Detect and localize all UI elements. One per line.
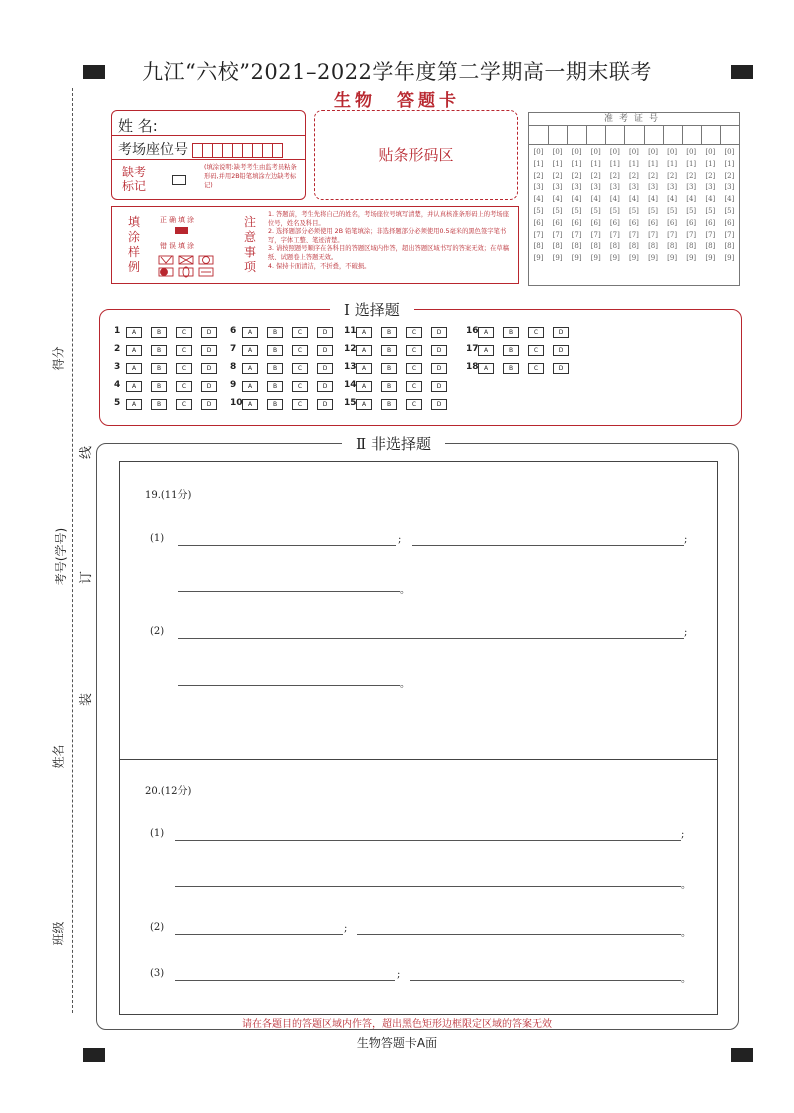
wrong-fill-label: 错误填涂: [160, 242, 196, 250]
ticket-digit-bubble[interactable]: [7]: [571, 230, 582, 239]
ticket-digit-bubble[interactable]: [3]: [533, 183, 544, 192]
ticket-digit-bubble[interactable]: [8]: [571, 242, 582, 251]
mc-option-bubble-d[interactable]: D: [431, 381, 447, 392]
ticket-digit-bubble[interactable]: [5]: [552, 206, 563, 215]
mc-option-bubble-c[interactable]: C: [176, 327, 192, 338]
seat-number-field[interactable]: [192, 142, 282, 158]
ticket-digit-bubble[interactable]: [8]: [724, 242, 735, 251]
mc-option-bubble-b[interactable]: B: [151, 363, 167, 374]
mc-option-bubble-c[interactable]: C: [292, 363, 308, 374]
q19-part2-period: 。: [400, 679, 410, 690]
ticket-digit-bubble[interactable]: [9]: [571, 254, 582, 263]
ticket-digit-bubble[interactable]: [3]: [628, 183, 639, 192]
ticket-digit-bubble[interactable]: [6]: [705, 218, 716, 227]
mc-option-bubble-b[interactable]: B: [503, 363, 519, 374]
mc-option-bubble-d[interactable]: D: [317, 363, 333, 374]
q20-part2-answer-line-a[interactable]: [175, 934, 343, 935]
ticket-digit-bubble[interactable]: [4]: [552, 195, 563, 204]
q20-part3-answer-line-b[interactable]: [410, 980, 681, 981]
q19-part2-answer-line-b[interactable]: [178, 685, 400, 686]
ticket-digit-bubble[interactable]: [0]: [705, 148, 716, 156]
mc-question-number: 10: [230, 398, 243, 408]
mc-option-bubble-c[interactable]: C: [528, 345, 544, 356]
ticket-digit-bubble[interactable]: [8]: [667, 242, 678, 251]
open-section-header: Ⅱ 非选择题: [342, 433, 445, 454]
ticket-cell-divider: [720, 126, 721, 144]
wrong-fill-samples: [158, 254, 216, 282]
mc-option-bubble-b[interactable]: B: [381, 345, 397, 356]
mc-question-number: 5: [114, 398, 121, 408]
mc-question-number: 14: [344, 380, 357, 390]
correct-fill-sample: [175, 227, 188, 234]
ticket-header: 准考证号: [529, 113, 739, 126]
mc-option-bubble-d[interactable]: D: [317, 381, 333, 392]
ticket-cell-divider: [605, 126, 606, 144]
ticket-digit-bubble[interactable]: [7]: [667, 230, 678, 239]
mc-option-bubble-c[interactable]: C: [406, 381, 422, 392]
q20-part1-semicolon: ;: [681, 829, 685, 840]
mc-option-bubble-a[interactable]: A: [356, 363, 372, 374]
ticket-digit-bubble[interactable]: [9]: [686, 254, 697, 263]
q20-part2-semicolon: ;: [344, 923, 348, 934]
q20-part1-answer-line-a[interactable]: [175, 840, 681, 841]
ticket-input-cells[interactable]: [529, 126, 739, 145]
q19-part2-label: (2): [150, 626, 165, 637]
mc-option-bubble-b[interactable]: B: [381, 363, 397, 374]
q20-part3-answer-line-a[interactable]: [175, 980, 395, 981]
name-label: 姓 名:: [118, 117, 158, 135]
mc-option-bubble-a[interactable]: A: [478, 327, 494, 338]
ticket-digit-bubble[interactable]: [8]: [609, 242, 620, 251]
ticket-digit-bubble[interactable]: [5]: [609, 206, 620, 215]
mc-option-bubble-b[interactable]: B: [151, 327, 167, 338]
ticket-digit-bubble[interactable]: [3]: [686, 183, 697, 192]
mc-option-bubble-a[interactable]: A: [478, 345, 494, 356]
ticket-digit-bubble[interactable]: [6]: [533, 218, 544, 227]
page-subtitle: 生物 答题卡: [334, 91, 460, 111]
mc-option-bubble-c[interactable]: C: [292, 327, 308, 338]
q20-part1-label: (1): [150, 828, 165, 839]
mc-option-bubble-b[interactable]: B: [151, 345, 167, 356]
ticket-digit-bubble[interactable]: [8]: [648, 242, 658, 251]
side-exam-no-label: 考号(学号): [54, 527, 69, 586]
seat-label: 考场座位号: [118, 142, 188, 158]
mc-option-bubble-b[interactable]: B: [381, 327, 397, 338]
ticket-number-grid[interactable]: [528, 112, 740, 286]
fill-example-char-2: 涂: [128, 230, 142, 244]
ticket-digit-column[interactable]: [530, 147, 547, 265]
mc-question-number: 9: [230, 380, 237, 390]
ticket-digit-bubble[interactable]: [5]: [686, 206, 697, 215]
mc-option-bubble-b[interactable]: B: [151, 381, 167, 392]
mc-option-bubble-a[interactable]: A: [242, 381, 258, 392]
q19-part1-label: (1): [150, 533, 165, 544]
mc-option-bubble-b[interactable]: B: [503, 345, 519, 356]
mc-option-bubble-a[interactable]: A: [126, 327, 142, 338]
mc-option-bubble-a[interactable]: A: [242, 399, 258, 410]
multiple-choice-section: [99, 301, 742, 426]
ticket-digit-column[interactable]: [625, 147, 642, 265]
page-title: 九江“六校”2021–2022学年度第二学期高一期末联考: [142, 60, 652, 84]
mc-option-bubble-d[interactable]: D: [553, 363, 569, 374]
ticket-digit-bubble[interactable]: [3]: [705, 183, 716, 192]
ticket-digit-bubble[interactable]: [3]: [724, 183, 735, 192]
student-info-box: [111, 110, 306, 200]
fill-example-char-4: 例: [128, 260, 142, 274]
side-score-label: 得分: [51, 346, 66, 371]
mc-option-bubble-a[interactable]: A: [356, 345, 372, 356]
ticket-digit-bubble[interactable]: [2]: [686, 171, 697, 180]
attention-char-3: 事: [244, 245, 258, 259]
ticket-digit-bubble[interactable]: [3]: [552, 183, 563, 192]
ticket-digit-bubble[interactable]: [8]: [590, 242, 601, 251]
ticket-digit-bubble[interactable]: [2]: [705, 171, 716, 180]
absent-label-1: 缺考: [122, 165, 147, 179]
ticket-digit-bubble[interactable]: [9]: [724, 254, 735, 263]
ticket-digit-bubble[interactable]: [4]: [724, 195, 735, 204]
ticket-digit-bubble[interactable]: [4]: [609, 195, 620, 204]
ticket-digit-bubble[interactable]: [5]: [705, 206, 716, 215]
q20-part1-answer-line-b[interactable]: [175, 886, 681, 887]
ticket-digit-bubble[interactable]: [4]: [571, 195, 582, 204]
mc-question-number: 16: [466, 326, 479, 336]
ticket-cell-divider: [663, 126, 664, 144]
ticket-digit-bubble[interactable]: [7]: [590, 230, 601, 239]
q20-part3-label: (3): [150, 968, 165, 979]
mc-question-number: 18: [466, 362, 479, 372]
ticket-digit-bubble[interactable]: [7]: [552, 230, 563, 239]
ticket-digit-bubble[interactable]: [0]: [571, 148, 582, 156]
ticket-digit-bubble[interactable]: [2]: [533, 171, 544, 180]
q19-label: 19.(11分): [145, 490, 192, 501]
ticket-digit-bubble[interactable]: [0]: [533, 148, 544, 156]
mc-option-bubble-a[interactable]: A: [126, 363, 142, 374]
side-line-label: 线: [79, 445, 95, 460]
absent-checkbox[interactable]: [172, 175, 186, 185]
ticket-digit-bubble[interactable]: [4]: [686, 195, 697, 204]
q20-part2-answer-line-b[interactable]: [357, 934, 681, 935]
mc-option-bubble-a[interactable]: A: [242, 345, 258, 356]
ticket-digit-bubble[interactable]: [9]: [609, 254, 620, 263]
name-field[interactable]: [163, 121, 285, 136]
ticket-digit-bubble[interactable]: [6]: [667, 218, 678, 227]
answer-area-warning: 请在各题目的答题区域内作答，超出黑色矩形边框限定区域的答案无效: [242, 1019, 552, 1030]
mc-section-header: Ⅰ 选择题: [330, 299, 414, 320]
ticket-digit-bubble[interactable]: [1]: [686, 159, 697, 168]
mc-option-bubble-b[interactable]: B: [267, 363, 283, 374]
ticket-digit-bubble[interactable]: [1]: [648, 159, 658, 168]
instruction-1: 1. 答题前，考生先将自己的姓名，考场座位号填写清楚，并认真核准条形码上的考场座位号，姓名及科目。: [268, 211, 509, 227]
barcode-area: 贴条形码区: [314, 110, 518, 200]
q20-part3-period: 。: [681, 974, 691, 985]
mc-question-number: 13: [344, 362, 357, 372]
ticket-digit-column[interactable]: [683, 147, 700, 265]
mc-question-number: 7: [230, 344, 237, 354]
ticket-digit-bubble[interactable]: [0]: [552, 148, 563, 156]
mc-option-bubble-b[interactable]: B: [503, 327, 519, 338]
mc-option-bubble-b[interactable]: B: [151, 399, 167, 410]
ticket-digit-bubble[interactable]: [1]: [724, 159, 735, 168]
instruction-list: [268, 211, 512, 271]
mc-option-bubble-d[interactable]: D: [553, 345, 569, 356]
mc-option-bubble-c[interactable]: C: [406, 399, 422, 410]
mc-question-number: 15: [344, 398, 357, 408]
ticket-digit-bubble[interactable]: [6]: [571, 218, 582, 227]
ticket-digit-column[interactable]: [721, 147, 738, 265]
ticket-digit-bubble[interactable]: [5]: [724, 206, 735, 215]
ticket-digit-bubble[interactable]: [1]: [628, 159, 639, 168]
ticket-digit-bubble[interactable]: [4]: [648, 195, 658, 204]
attention-char-4: 项: [244, 260, 258, 274]
mc-option-bubble-c[interactable]: C: [176, 381, 192, 392]
mc-option-bubble-d[interactable]: D: [201, 399, 217, 410]
ticket-digit-bubble[interactable]: [6]: [628, 218, 639, 227]
ticket-digit-bubble[interactable]: [7]: [609, 230, 620, 239]
ticket-digit-bubble[interactable]: [9]: [552, 254, 563, 263]
ticket-digit-bubble[interactable]: [2]: [628, 171, 639, 180]
ticket-digit-bubble[interactable]: [5]: [628, 206, 639, 215]
mc-option-bubble-c[interactable]: C: [176, 399, 192, 410]
ticket-digit-bubble[interactable]: [9]: [667, 254, 678, 263]
attention-char-1: 注: [244, 215, 258, 229]
mc-option-bubble-c[interactable]: C: [292, 399, 308, 410]
side-zhuang-label: 装: [79, 692, 95, 707]
mc-option-bubble-d[interactable]: D: [201, 345, 217, 356]
ticket-digit-bubble[interactable]: [4]: [533, 195, 544, 204]
ticket-digit-bubble[interactable]: [8]: [533, 242, 544, 251]
mc-option-bubble-c[interactable]: C: [406, 327, 422, 338]
ticket-digit-bubble[interactable]: [0]: [590, 148, 601, 156]
mc-option-bubble-c[interactable]: C: [528, 363, 544, 374]
mc-option-bubble-a[interactable]: A: [126, 399, 142, 410]
mc-option-bubble-c[interactable]: C: [176, 363, 192, 374]
mc-option-bubble-b[interactable]: B: [267, 327, 283, 338]
ticket-cell-divider: [567, 126, 568, 144]
correct-fill-label: 正确填涂: [160, 216, 196, 224]
ticket-digit-bubble[interactable]: [6]: [552, 218, 563, 227]
ticket-digit-bubble[interactable]: [1]: [590, 159, 601, 168]
mc-option-bubble-c[interactable]: C: [406, 345, 422, 356]
mc-option-bubble-d[interactable]: D: [201, 327, 217, 338]
ticket-digit-bubble[interactable]: [4]: [628, 195, 639, 204]
ticket-digit-column[interactable]: [645, 147, 662, 265]
mc-option-bubble-d[interactable]: D: [431, 327, 447, 338]
mc-question-number: 8: [230, 362, 237, 372]
mc-option-bubble-d[interactable]: D: [317, 327, 333, 338]
q20-part1-period: 。: [681, 880, 691, 891]
ticket-digit-bubble[interactable]: [9]: [590, 254, 601, 263]
absent-label-2: 标记: [122, 179, 147, 193]
ticket-digit-bubble[interactable]: [6]: [648, 218, 658, 227]
mc-option-bubble-a[interactable]: A: [356, 399, 372, 410]
mc-question-number: 17: [466, 344, 479, 354]
side-class-label: 班级: [51, 921, 66, 946]
ticket-cell-divider: [586, 126, 587, 144]
ticket-digit-bubble[interactable]: [7]: [648, 230, 658, 239]
fill-example-char-1: 填: [128, 215, 142, 229]
ticket-digit-bubble[interactable]: [2]: [667, 171, 678, 180]
ticket-digit-bubble[interactable]: [1]: [552, 159, 563, 168]
mc-question-number: 12: [344, 344, 357, 354]
mc-question-number: 1: [114, 326, 121, 336]
ticket-digit-column[interactable]: [549, 147, 566, 265]
ticket-digit-bubble[interactable]: [0]: [667, 148, 678, 156]
q19-part2-semicolon: ;: [684, 627, 688, 638]
mc-question-number: 4: [114, 380, 121, 390]
mc-option-bubble-c[interactable]: C: [292, 381, 308, 392]
ticket-digit-bubble[interactable]: [2]: [648, 171, 658, 180]
ticket-digit-bubble[interactable]: [7]: [533, 230, 544, 239]
ticket-digit-bubble[interactable]: [5]: [590, 206, 601, 215]
ticket-digit-bubble[interactable]: [3]: [648, 183, 658, 192]
ticket-digit-bubble[interactable]: [9]: [628, 254, 639, 263]
side-ding-label: 订: [79, 570, 95, 585]
ticket-digit-column[interactable]: [587, 147, 604, 265]
mc-option-bubble-c[interactable]: C: [528, 327, 544, 338]
fill-example-char-3: 样: [128, 245, 142, 259]
ticket-digit-bubble[interactable]: [0]: [686, 148, 697, 156]
ticket-digit-bubble[interactable]: [0]: [609, 148, 620, 156]
mc-option-bubble-c[interactable]: C: [176, 345, 192, 356]
ticket-digit-bubble[interactable]: [8]: [686, 242, 697, 251]
q19-part1-answer-line-b[interactable]: [412, 545, 684, 546]
question-separator: [119, 759, 717, 760]
ticket-digit-bubble[interactable]: [3]: [609, 183, 620, 192]
ticket-digit-bubble[interactable]: [8]: [628, 242, 639, 251]
ticket-cell-divider: [624, 126, 625, 144]
q19-part1-period: 。: [400, 585, 410, 596]
ticket-digit-bubble[interactable]: [8]: [552, 242, 563, 251]
mc-option-bubble-a[interactable]: A: [126, 345, 142, 356]
ticket-digit-bubble[interactable]: [5]: [648, 206, 658, 215]
mc-option-bubble-d[interactable]: D: [431, 399, 447, 410]
ticket-digit-bubble[interactable]: [6]: [590, 218, 601, 227]
ticket-digit-bubble[interactable]: [1]: [705, 159, 716, 168]
absent-note: (填涂说明:缺考考生由监考员粘条形码,并用2B铅笔填涂左边缺考标记): [204, 164, 297, 189]
page-footer: 生物答题卡A面: [356, 1036, 438, 1050]
ticket-digit-bubble[interactable]: [0]: [648, 148, 658, 156]
mc-option-bubble-a[interactable]: A: [242, 363, 258, 374]
ticket-digit-bubble[interactable]: [4]: [590, 195, 601, 204]
ticket-digit-bubble[interactable]: [3]: [667, 183, 678, 192]
ticket-cell-divider: [644, 126, 645, 144]
mc-question-number: 2: [114, 344, 121, 354]
ticket-digit-bubble[interactable]: [4]: [705, 195, 716, 204]
q20-part2-label: (2): [150, 922, 165, 933]
ticket-digit-bubble[interactable]: [7]: [686, 230, 697, 239]
ticket-digit-bubble[interactable]: [4]: [667, 195, 678, 204]
mc-option-bubble-b[interactable]: B: [267, 399, 283, 410]
mc-option-bubble-d[interactable]: D: [431, 363, 447, 374]
mc-option-bubble-d[interactable]: D: [317, 345, 333, 356]
mc-option-bubble-a[interactable]: A: [356, 381, 372, 392]
mc-option-bubble-d[interactable]: D: [553, 327, 569, 338]
ticket-digit-bubble[interactable]: [1]: [667, 159, 678, 168]
ticket-digit-bubble[interactable]: [6]: [609, 218, 620, 227]
q19-part1-semicolon-a: ;: [398, 534, 402, 545]
ticket-digit-bubble[interactable]: [2]: [571, 171, 582, 180]
ticket-digit-bubble[interactable]: [7]: [628, 230, 639, 239]
attention-char-2: 意: [244, 230, 258, 244]
binding-dashed-line: [72, 88, 73, 1013]
ticket-digit-bubble[interactable]: [1]: [609, 159, 620, 168]
q19-part2-answer-line-a[interactable]: [178, 638, 684, 639]
ticket-digit-column[interactable]: [664, 147, 681, 265]
ticket-digit-column[interactable]: [702, 147, 719, 265]
ticket-digit-bubble[interactable]: [9]: [648, 254, 658, 263]
mc-option-bubble-b[interactable]: B: [267, 345, 283, 356]
mc-question-number: 3: [114, 362, 121, 372]
mc-option-bubble-c[interactable]: C: [292, 345, 308, 356]
ticket-cell-divider: [701, 126, 702, 144]
ticket-digit-bubble[interactable]: [0]: [628, 148, 639, 156]
side-name-label: 姓名: [51, 744, 66, 769]
mc-option-bubble-d[interactable]: D: [201, 363, 217, 374]
mc-option-bubble-a[interactable]: A: [242, 327, 258, 338]
q19-part1-semicolon-b: ;: [684, 534, 688, 545]
mc-option-bubble-b[interactable]: B: [381, 381, 397, 392]
instruction-3: 3. 请按照题号顺序在各科目的答题区域内作答，超出答题区域书写的答案无效；在草稿纸、试题卷上答题无效。: [268, 245, 509, 261]
ticket-digit-bubble[interactable]: [1]: [533, 159, 544, 168]
ticket-digit-bubble[interactable]: [2]: [552, 171, 563, 180]
ticket-digit-bubble[interactable]: [6]: [724, 218, 735, 227]
instruction-4: 4. 保持卡面清洁，不折叠，不破损。: [268, 262, 371, 270]
ticket-digit-bubble[interactable]: [2]: [590, 171, 601, 180]
ticket-digit-bubble[interactable]: [1]: [571, 159, 582, 168]
ticket-digit-bubble[interactable]: [3]: [590, 183, 601, 192]
ticket-digit-bubble[interactable]: [5]: [667, 206, 678, 215]
mc-question-number: 6: [230, 326, 237, 336]
ticket-digit-bubble[interactable]: [2]: [724, 171, 735, 180]
q19-part1-answer-line-c[interactable]: [178, 591, 400, 592]
q19-part1-answer-line-a[interactable]: [178, 545, 396, 546]
mc-option-bubble-a[interactable]: A: [356, 327, 372, 338]
ticket-digit-bubble[interactable]: [5]: [571, 206, 582, 215]
mc-option-bubble-d[interactable]: D: [201, 381, 217, 392]
mc-option-bubble-d[interactable]: D: [317, 399, 333, 410]
q20-part2-period: 。: [681, 928, 691, 939]
ticket-digit-bubble[interactable]: [2]: [609, 171, 620, 180]
ticket-digit-bubble[interactable]: [3]: [571, 183, 582, 192]
ticket-digit-bubble[interactable]: [9]: [705, 254, 716, 263]
q20-part3-semicolon: ;: [397, 969, 401, 980]
mc-option-bubble-b[interactable]: B: [267, 381, 283, 392]
ticket-digit-column[interactable]: [606, 147, 623, 265]
mc-question-number: 11: [344, 326, 357, 336]
instructions-box: [111, 206, 519, 284]
ticket-cell-divider: [548, 126, 549, 144]
mc-option-bubble-d[interactable]: D: [431, 345, 447, 356]
ticket-digit-bubble[interactable]: [5]: [533, 206, 544, 215]
mc-option-bubble-b[interactable]: B: [381, 399, 397, 410]
ticket-digit-bubble[interactable]: [0]: [724, 148, 735, 156]
ticket-digit-column[interactable]: [568, 147, 585, 265]
ticket-cell-divider: [682, 126, 683, 144]
ticket-digit-bubble[interactable]: [7]: [705, 230, 716, 239]
mc-option-bubble-a[interactable]: A: [126, 381, 142, 392]
mc-option-bubble-a[interactable]: A: [478, 363, 494, 374]
instruction-2: 2. 选择题部分必须使用 2B 铅笔填涂；非选择题部分必须使用0.5毫米的黑色签字笔书写，字体工整、笔迹清楚。: [268, 228, 507, 244]
ticket-digit-bubble[interactable]: [6]: [686, 218, 697, 227]
q20-label: 20.(12分): [145, 786, 192, 797]
ticket-digit-bubble[interactable]: [8]: [705, 242, 716, 251]
mc-option-bubble-c[interactable]: C: [406, 363, 422, 374]
ticket-digit-bubble[interactable]: [7]: [724, 230, 735, 239]
ticket-digit-bubble[interactable]: [9]: [533, 254, 544, 263]
